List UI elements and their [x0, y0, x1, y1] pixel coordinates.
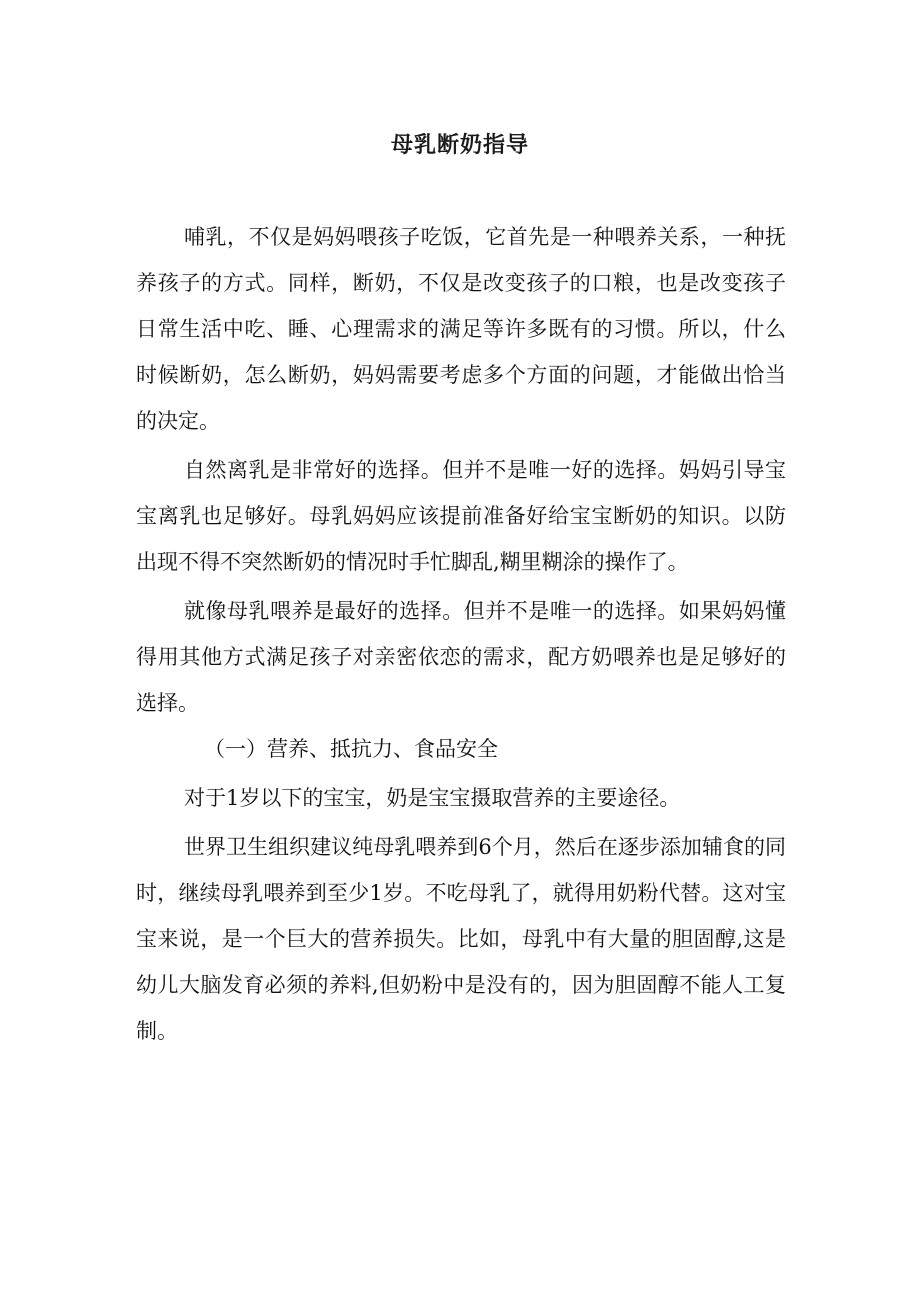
- document-title: 母乳断奶指导: [390, 133, 529, 158]
- paragraph-natural-weaning: 自然离乳是非常好的选择。但并不是唯一好的选择。妈妈引导宝宝离乳也足够好。母乳妈妈应该提前准备好给宝宝断奶的知识。以防出现不得不突然断奶的情况时手忙脚乱,糊里糊涂的操作了。: [136, 458, 786, 574]
- document-body: [136, 214, 786, 1054]
- paragraph-formula-choice: 就像母乳喂养是最好的选择。但并不是唯一的选择。如果妈妈懂得用其他方式满足孩子对亲密依恋的需求，配方奶喂养也是足够好的选择。: [136, 599, 786, 715]
- paragraph-milk-nutrition: 对于1岁以下的宝宝，奶是宝宝摄取营养的主要途径。: [184, 786, 681, 810]
- paragraph-who-recommendation: 世界卫生组织建议纯母乳喂养到6个月，然后在逐步添加辅食的同时，继续母乳喂养到至少1岁。不吃母乳了，就得用奶粉代替。这对宝宝来说，是一个巨大的营养损失。比如，母乳中有大量的胆固醇,这是幼儿大脑发育必须的养料,但奶粉中是没有的，因为胆固醇不能人工复制。: [136, 835, 786, 1043]
- paragraph-breastfeeding-relationship: 哺乳，不仅是妈妈喂孩子吃饭，它首先是一种喂养关系，一种抚养孩子的方式。同样，断奶，不仅是改变孩子的口粮，也是改变孩子日常生活中吃、睡、心理需求的满足等许多既有的习惯。所以，什么时候断奶，怎么断奶，妈妈需要考虑多个方面的问题，才能做出恰当的决定。: [136, 225, 786, 433]
- section-heading-nutrition: （一）营养、抵抗力、食品安全: [204, 737, 498, 761]
